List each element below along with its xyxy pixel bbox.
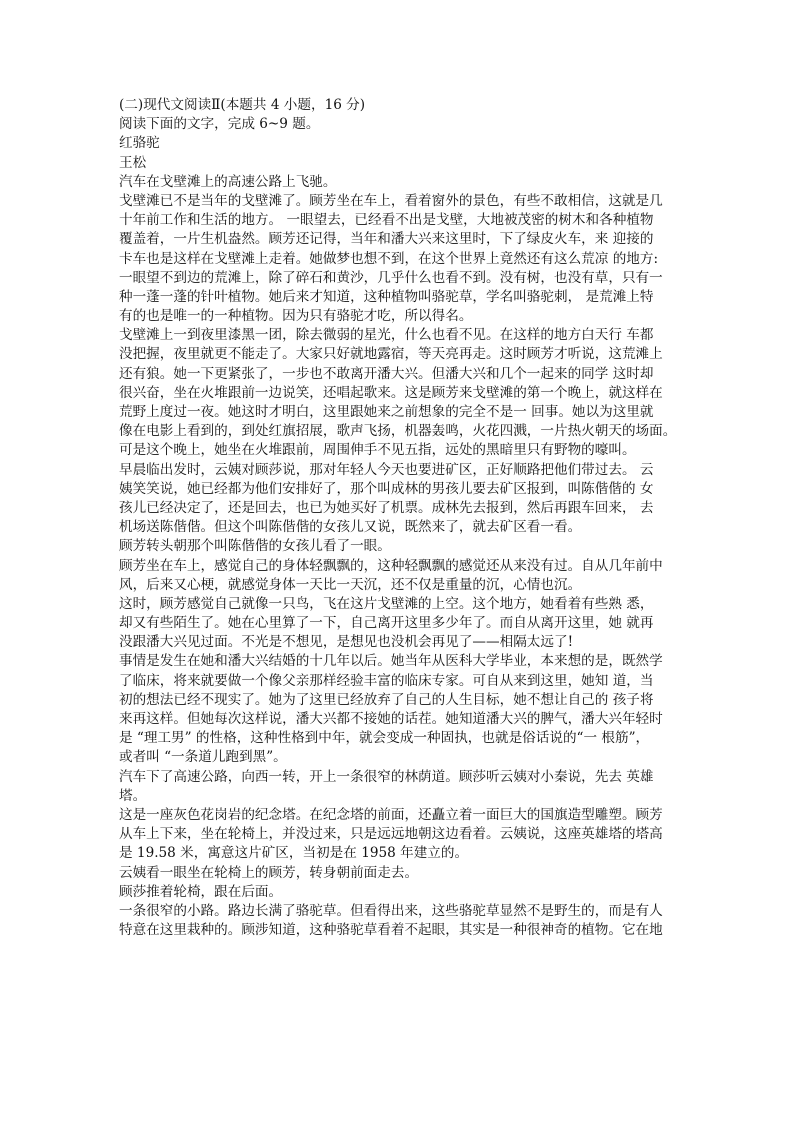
paragraph-line: 汽车下了高速公路，向西一转，开上一条很窄的林荫道。顾莎听云姨对小秦说，先去 英雄 xyxy=(119,768,654,785)
paragraph xyxy=(119,806,679,864)
paragraph-line: 了临床，将来就要做一个像父亲那样经验丰富的临床专家。可自从来到这里，她知 道，当 xyxy=(119,672,654,689)
paragraph-line: 事情是发生在她和潘大兴结婚的十几年以后。她当年从医科大学毕业，本来想的是，既然学 xyxy=(119,653,663,670)
paragraph-line: 顾莎推着轮椅，跟在后面。 xyxy=(119,883,283,900)
paragraph-line: 戈壁滩上一到夜里漆黑一团，除去微弱的星光，什么也看不见。在这样的地方白天行 车都 xyxy=(119,327,654,344)
paragraph-line: 或者叫 “一条道儿跑到黑”。 xyxy=(119,749,287,766)
article-title: 红骆驼 xyxy=(119,135,160,152)
paragraph-line: 有的也是唯一的一种植物。因为只有骆驼才吃，所以得名。 xyxy=(119,308,473,325)
paragraph-line: 风，后来又心梗，就感觉身体一天比一天沉，还不仅是重量的沉，心情也沉。 xyxy=(119,576,582,593)
paragraph xyxy=(119,461,679,538)
paragraph-line: 没把握，夜里就更不能走了。大家只好就地露宿，等天亮再走。这时顾芳才听说，这荒滩上 xyxy=(119,346,663,363)
paragraph-line: 没跟潘大兴见过面。不光是不想见，是想见也没机会再见了——相隔太远了! xyxy=(119,634,574,651)
paragraph-line: 一眼望不到边的荒滩上，除了碎石和黄沙，几乎什么也看不到。没有树，也没有草，只有一 xyxy=(119,269,663,286)
paragraph xyxy=(119,652,679,767)
paragraph-line: 一条很窄的小路。路边长满了骆驼草。但看得出来，这些骆驼草显然不是野生的，而是有人 xyxy=(119,902,663,919)
paragraph-line: 像在电影上看到的，到处红旗招展，歌声飞扬，机器轰鸣，火花四溅，一片热火朝天的场面。 xyxy=(119,423,677,440)
paragraph-line: 塔。 xyxy=(119,787,147,804)
paragraph-line: 却又有些陌生了。她在心里算了一下，自己离开这里多少年了。而自从离开这里，她 就再 xyxy=(119,615,654,632)
paragraph-line: 十年前工作和生活的地方。 一眼望去，已经看不出是戈壁，大地被茂密的树木和各种植物 xyxy=(119,212,654,229)
paragraph-line: 初的想法已经不现实了。她为了这里已经放弃了自己的人生目标，她不想让自己的 孩子将 xyxy=(119,691,654,708)
paragraph-line: 覆盖着，一片生机盎然。顾芳还记得，当年和潘大兴来这里时，下了绿皮火车，来 迎接的 xyxy=(119,231,654,248)
paragraph xyxy=(119,537,679,556)
paragraph-line: 可是这个晚上，她坐在火堆跟前，周围伸手不见五指，远处的黑暗里只有野物的嚎叫。 xyxy=(119,442,636,459)
paragraph-line: 卡车也是这样在戈壁滩上走着。她做梦也想不到，在这个世界上竟然还有这么荒凉 的地方: xyxy=(119,250,659,267)
paragraph xyxy=(119,902,679,940)
article-body xyxy=(119,173,679,941)
paragraph-line: 很兴奋，坐在火堆跟前一边说笑，还唱起歌来。这是顾芳来戈壁滩的第一个晚上，就这样在 xyxy=(119,384,663,401)
paragraph xyxy=(119,173,679,192)
paragraph xyxy=(119,864,679,883)
paragraph-line: 云姨看一眼坐在轮椅上的顾芳，转身朝前面走去。 xyxy=(119,864,419,881)
paragraph-line: 顾芳转头朝那个叫陈偕偕的女孩儿看了一眼。 xyxy=(119,538,391,555)
paragraph-line: 来再这样。但她每次这样说，潘大兴都不接她的话茬。她知道潘大兴的脾气，潘大兴年轻时 xyxy=(119,711,663,727)
paragraph-line: 早晨临出发时，云姨对顾莎说，那对年轻人今天也要进矿区，正好顺路把他们带过去。 云 xyxy=(119,461,654,478)
paragraph-line: 机场送陈偕偕。但这个叫陈偕偕的女孩儿又说，既然来了，就去矿区看一看。 xyxy=(119,519,582,536)
paragraph-line: 这时，顾芳感觉自己就像一只鸟，飞在这片戈壁滩的上空。这个地方，她看着有些熟 悉， xyxy=(119,595,654,612)
paragraph xyxy=(119,768,679,806)
paragraph-line: 这是一座灰色花岗岩的纪念塔。在纪念塔的前面，还矗立着一面巨大的国旗造型雕塑。顾芳 xyxy=(119,806,663,823)
paragraph-line: 孩儿已经决定了，还是回去，也已为她买好了机票。成林先去报到，然后再跟车回来， 去 xyxy=(119,499,654,516)
paragraph-line: 种一蓬一蓬的针叶植物。她后来才知道，这种植物叫骆驼草，学名叫骆驼刺， 是荒滩上特 xyxy=(119,288,654,305)
paragraph-line: 汽车在戈壁滩上的高速公路上飞驰。 xyxy=(119,173,337,190)
paragraph xyxy=(119,883,679,902)
article-author: 王松 xyxy=(119,154,147,171)
paragraph-line: 顾芳坐在车上，感觉自己的身体轻飘飘的，这种轻飘飘的感觉还从来没有过。自从几年前中 xyxy=(119,557,663,574)
paragraph-line: 姨笑笑说，她已经都为他们安排好了，那个叫成林的男孩儿要去矿区报到，叫陈偕偕的 女 xyxy=(119,480,654,497)
paragraph-line: 还有狼。她一下更紧张了，一步也不敢离开潘大兴。但潘大兴和几个一起来的同学 这时却 xyxy=(119,365,654,382)
paragraph xyxy=(119,557,679,595)
paragraph xyxy=(119,192,679,326)
paragraph-line: 荒野上度过一夜。她这时才明白，这里跟她来之前想象的完全不是一 回事。她以为这里就 xyxy=(119,404,654,420)
paragraph-line: 戈壁滩已不是当年的戈壁滩了。顾芳坐在车上，看着窗外的景色，有些不敢相信，这就是几 xyxy=(119,192,663,209)
paragraph-line: 是 19.58 米，寓意这片矿区，当初是在 1958 年建立的。 xyxy=(119,845,469,862)
paragraph-line: 从车上下来，坐在轮椅上，并没过来，只是远远地朝这边看着。云姨说，这座英雄塔的塔高 xyxy=(119,826,663,843)
paragraph xyxy=(119,326,679,460)
paragraph-line: 是 “理工男” 的性格，这种性格到中年，就会变成一种固执，也就是俗话说的“一 根筋”， xyxy=(119,730,650,747)
instruction-text: 阅读下面的文字，完成 6~9 题。 xyxy=(119,116,320,133)
document-page xyxy=(119,96,679,940)
paragraph xyxy=(119,595,679,653)
section-header: (二)现代文阅读Ⅱ(本题共 4 小题，16 分) xyxy=(119,97,366,113)
paragraph-line: 特意在这里栽种的。顾涉知道，这种骆驼草看着不起眼，其实是一种很神奇的植物。它在地 xyxy=(119,922,663,939)
